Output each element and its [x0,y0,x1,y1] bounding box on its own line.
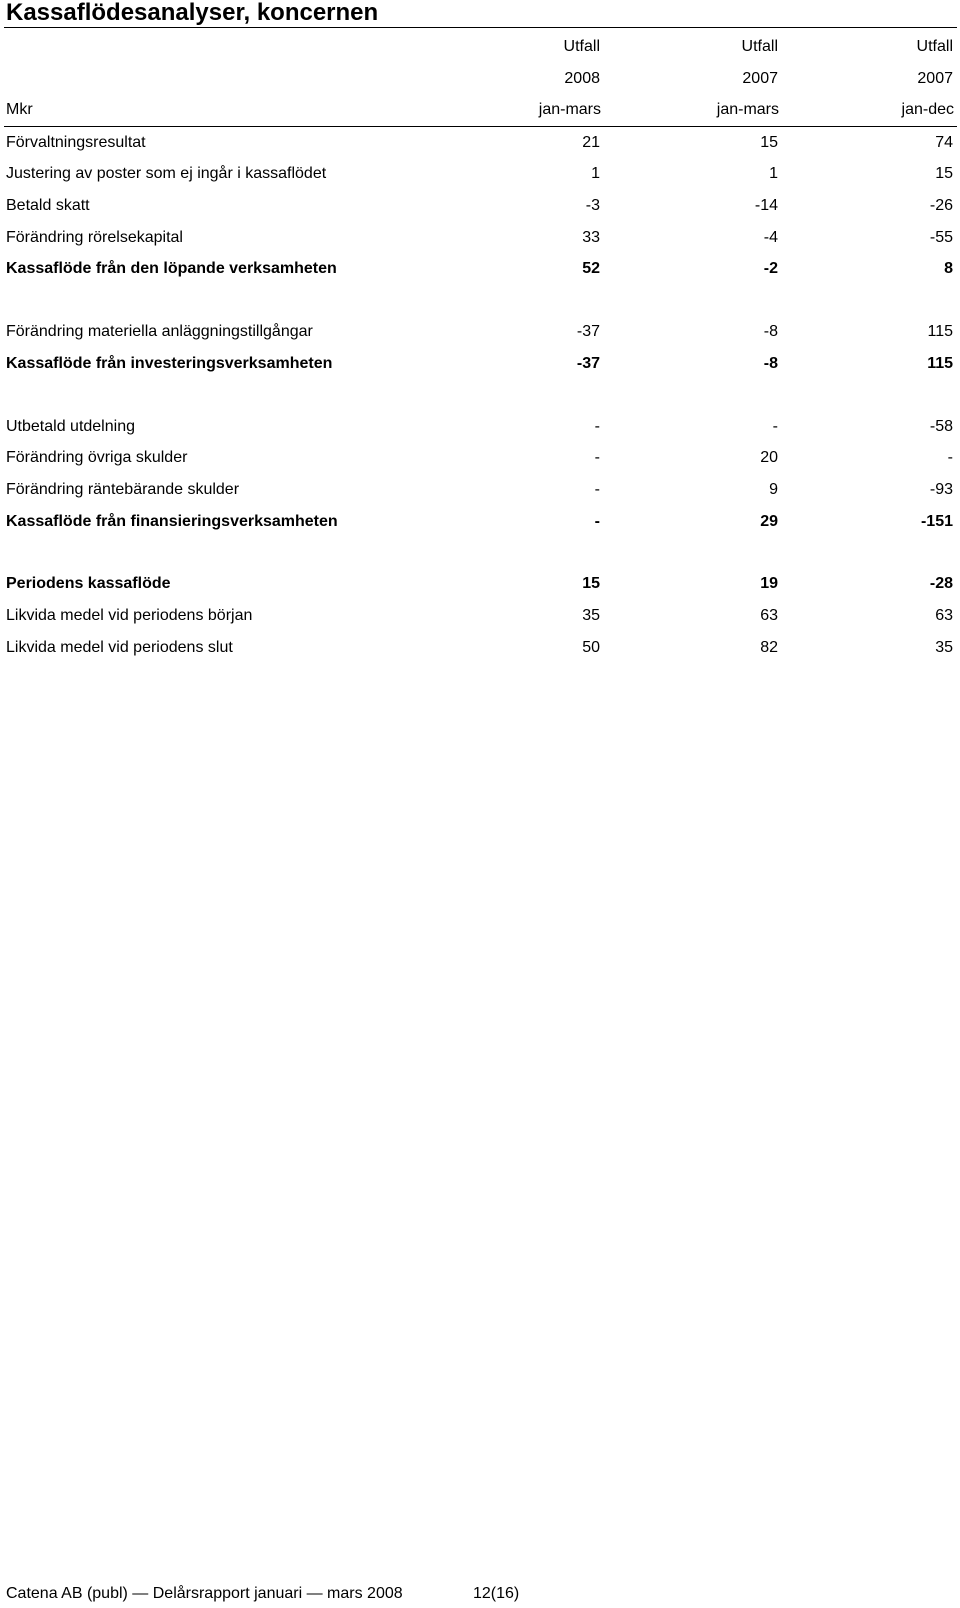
row-value-col3: - [947,449,953,467]
total-row-period-cash-flow [0,568,960,600]
row-label: Förändring rörelsekapital [6,228,183,246]
row-label: Utbetald utdelning [6,417,135,435]
page-footer [6,1584,520,1604]
row-value-col1: - [594,417,600,435]
row-value-col1: 1 [591,165,600,183]
spacer [0,379,960,410]
row-value-col3: 115 [927,323,953,341]
row-label: Justering av poster som ej ingår i kassaflödet [6,165,327,183]
row-value-col1: 50 [582,638,600,656]
row-value-col2: 82 [760,638,778,656]
row-value-col2: -14 [754,196,778,214]
row-label: Periodens kassaflöde [6,575,171,593]
row-value-col1: -37 [576,354,600,372]
row-value-col3: -55 [929,228,953,246]
row-value-col2: 15 [760,133,778,151]
row-label: Kassaflöde från investeringsverksamheten [6,354,333,372]
row-value-col3: 15 [935,165,953,183]
spacer [0,285,960,316]
table-row [0,190,960,222]
subtotal-row-operating [0,253,960,285]
header-row-outcome [0,31,960,63]
row-value-col1: 52 [582,260,600,278]
row-value-col1: -37 [576,323,600,341]
unit-label: Mkr [6,101,33,119]
page-title: Kassaflödesanalyser, koncernen [6,0,379,26]
row-value-col1: 35 [582,607,600,625]
row-value-col3: -28 [929,575,953,593]
row-value-col1: - [594,512,600,530]
table-row [0,474,960,506]
table-row [0,600,960,632]
row-value-col1: -3 [585,196,600,214]
header-col2: Utfall [741,38,778,55]
period-col3: jan-dec [901,101,954,119]
title-divider [4,27,957,28]
subtotal-row-investing [0,348,960,380]
table-row [0,127,960,159]
subtotal-row-financing [0,506,960,538]
row-value-col3: -26 [929,196,953,214]
row-label: Förändring materiella anläggningstillgångar [6,323,313,341]
table-row [0,632,960,664]
row-value-col3: -58 [929,417,953,435]
row-value-col3: 63 [935,607,953,625]
row-value-col2: - [772,417,778,435]
row-label: Kassaflöde från den löpande verksamheten [6,260,337,278]
cash-flow-table [0,31,960,663]
period-col1: jan-mars [538,101,601,119]
row-label: Likvida medel vid periodens slut [6,638,233,656]
row-value-col2: -8 [763,354,778,372]
row-label: Förändring övriga skulder [6,449,188,467]
period-col2: jan-mars [716,101,779,119]
row-value-col2: 9 [769,480,778,498]
header-col2: 2007 [742,69,778,87]
row-value-col3: 8 [944,260,953,278]
row-value-col2: 20 [760,449,778,467]
row-value-col3: -93 [929,480,953,498]
row-value-col2: -4 [763,228,778,246]
row-value-col1: - [594,480,600,498]
row-value-col3: 115 [927,354,953,372]
row-value-col2: -2 [763,260,778,278]
spacer [0,537,960,568]
row-value-col3: -151 [920,512,953,530]
footer-text: Catena AB (publ) — Delårsrapport januari — mars 2008 [6,1585,403,1602]
row-value-col2: 29 [760,512,778,530]
table-row [0,222,960,254]
table-row [0,316,960,348]
row-value-col3: 35 [935,638,953,656]
row-value-col1: 15 [582,575,600,593]
row-label: Betald skatt [6,196,90,214]
row-value-col2: 19 [760,575,778,593]
row-label: Förändring räntebärande skulder [6,480,240,498]
header-col3: Utfall [916,38,953,55]
row-value-col2: 63 [760,607,778,625]
header-col1: 2008 [564,69,600,87]
row-label: Likvida medel vid periodens början [6,607,253,625]
row-value-col3: 74 [935,133,953,151]
table-row [0,158,960,190]
row-value-col1: 21 [582,133,600,151]
row-label: Kassaflöde från finansieringsverksamheten [6,512,338,530]
row-value-col1: 33 [582,228,600,246]
header-row-year [0,63,960,95]
page-number: 12(16) [473,1585,520,1602]
table-row [0,411,960,443]
row-value-col2: -8 [763,323,778,341]
row-label: Förvaltningsresultat [6,133,146,151]
header-col1: Utfall [563,38,600,55]
row-value-col2: 1 [769,165,778,183]
header-col3: 2007 [917,69,953,87]
row-value-col1: - [594,449,600,467]
header-row-period [4,94,957,127]
table-row [0,442,960,474]
